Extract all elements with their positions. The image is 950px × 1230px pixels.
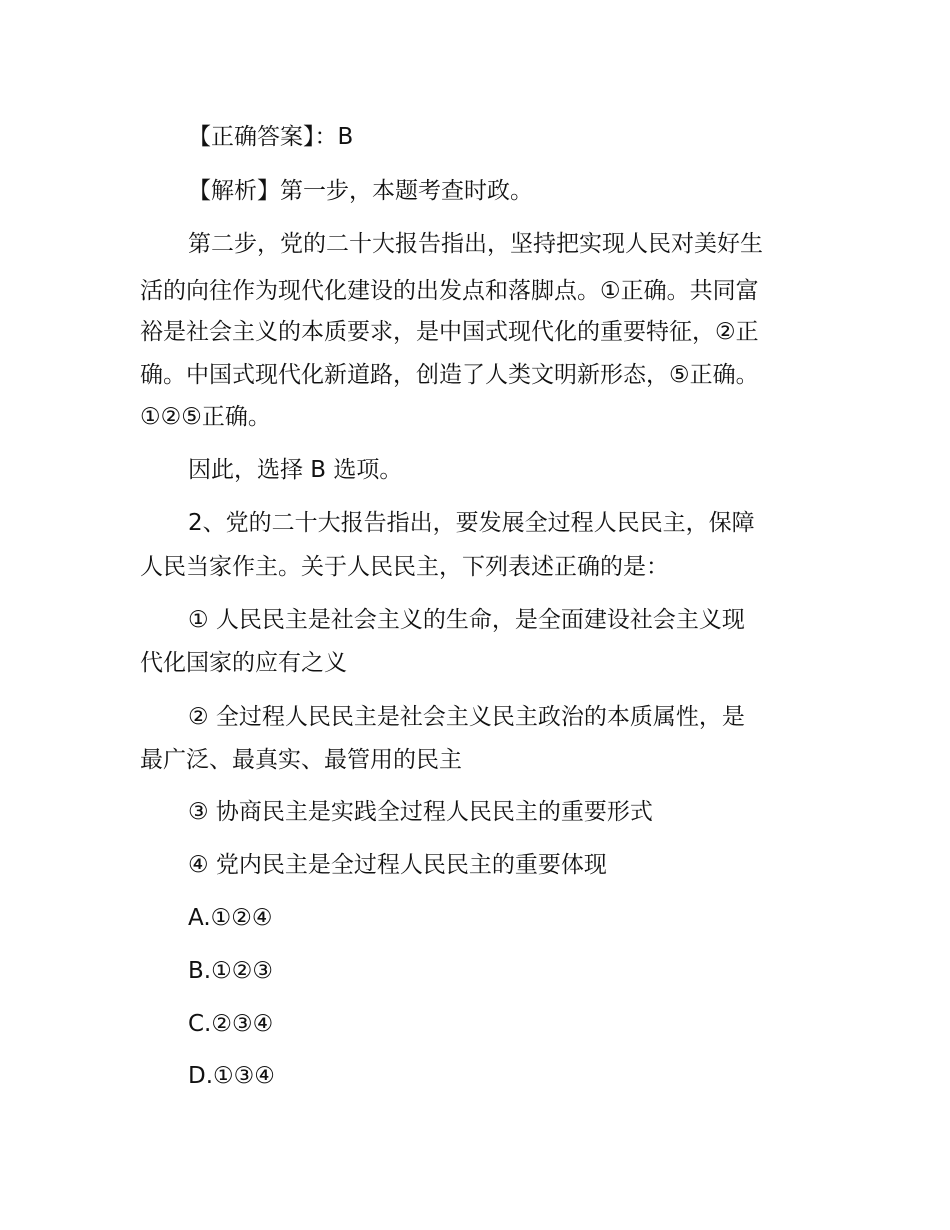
option-c: C.②③④ (188, 1011, 274, 1037)
analysis-step-2-line: 裕是社会主义的本质要求，是中国式现代化的重要特征，②正 (140, 319, 759, 345)
statement-1-line: 代化国家的应有之义 (140, 650, 347, 676)
option-a: A.①②④ (188, 905, 273, 931)
statement-2-line: ② 全过程人民民主是社会主义民主政治的本质属性，是 (188, 704, 745, 730)
analysis-step-2-line: 第二步，党的二十大报告指出，坚持把实现人民对美好生 (188, 231, 763, 257)
question-stem-line: 2、党的二十大报告指出，要发展全过程人民民主，保障 (188, 510, 755, 536)
correct-answer: 【正确答案】：B (188, 124, 354, 150)
question-stem-line: 人民当家作主。关于人民民主，下列表述正确的是： (140, 554, 669, 580)
statement-2-line: 最广泛、最真实、最管用的民主 (140, 747, 462, 773)
statement-3: ③ 协商民主是实践全过程人民民主的重要形式 (188, 799, 653, 825)
analysis-step-2-line: ①②⑤正确。 (140, 404, 271, 430)
analysis-step-2-line: 确。中国式现代化新道路，创造了人类文明新形态，⑤正确。 (140, 362, 759, 388)
analysis-step-2-line: 活的向往作为现代化建设的出发点和落脚点。①正确。共同富 (140, 278, 759, 304)
analysis-conclusion: 因此，选择 B 选项。 (188, 457, 403, 483)
option-b: B.①②③ (188, 958, 273, 984)
statement-4: ④ 党内民主是全过程人民民主的重要体现 (188, 852, 607, 878)
option-d: D.①③④ (188, 1063, 275, 1089)
analysis-step-1: 【解析】第一步，本题考查时政。 (188, 178, 533, 204)
statement-1-line: ① 人民民主是社会主义的生命，是全面建设社会主义现 (188, 607, 745, 633)
